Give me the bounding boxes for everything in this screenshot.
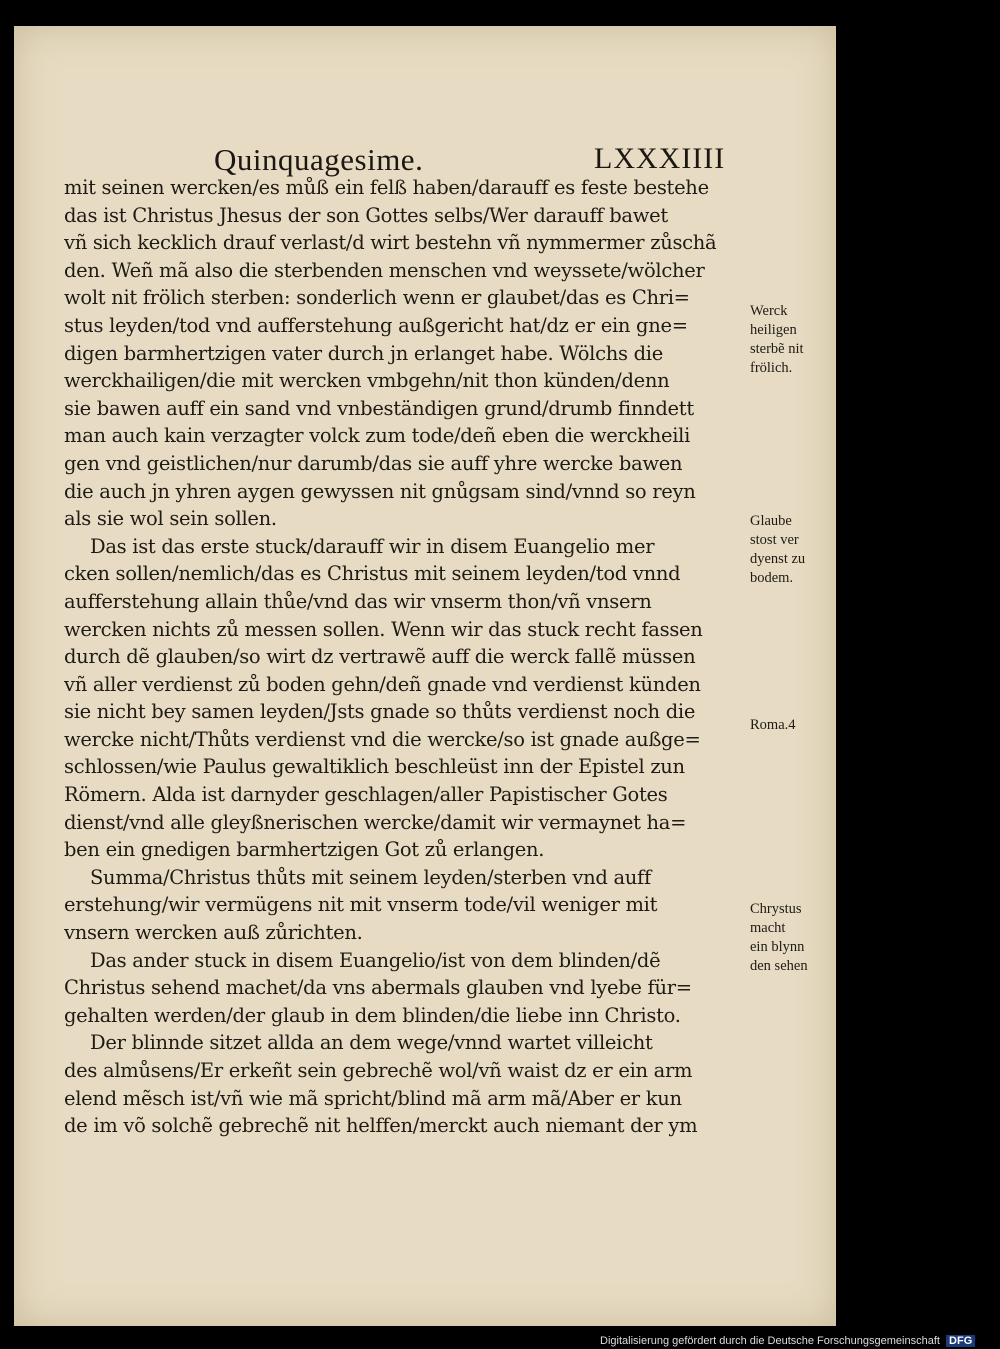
margin-note-line: Glaube bbox=[750, 513, 792, 529]
text-line: cken sollen/nemlich/das es Christus mit seinem leyden/tod vnnd bbox=[64, 562, 681, 586]
dfg-logo: DFG bbox=[946, 1335, 975, 1347]
text-line: Das ander stuck in disem Euangelio/ist von dem blinden/dẽ bbox=[90, 948, 661, 972]
margin-note-line: ein blynn bbox=[750, 939, 805, 955]
book-page bbox=[14, 26, 836, 1326]
text-line: des almůsens/Er erkeñt sein gebrechẽ wol/vñ waist dz er ein arm bbox=[64, 1059, 693, 1082]
margin-note-line: macht bbox=[750, 920, 786, 936]
text-line: aufferstehung allain thůe/vnd das wir vnserm thon/vñ vnsern bbox=[64, 589, 652, 613]
text-line: werckhailigen/die mit wercken vmbgehn/nit thon künden/denn bbox=[64, 369, 670, 393]
text-line: elend mẽsch ist/vñ wie mã spricht/blind mã arm mã/Aber er kun bbox=[64, 1086, 682, 1110]
margin-note-line: heiligen bbox=[750, 322, 797, 338]
margin-note-glaube bbox=[750, 512, 836, 588]
text-line: vñ aller verdienst zů boden gehn/deñ gnade vnd verdienst künden bbox=[64, 672, 701, 696]
text-line: Christus sehend machet/da vns abermals glauben vnd lyebe für= bbox=[64, 976, 692, 1000]
text-line: stus leyden/tod vnd aufferstehung außgericht hat/dz er ein gne= bbox=[64, 313, 688, 337]
text-line: als sie wol sein sollen. bbox=[64, 507, 277, 531]
margin-note-line: den sehen bbox=[750, 958, 808, 974]
text-line: wercken nichts zů messen sollen. Wenn wir das stuck recht fassen bbox=[64, 617, 703, 641]
margin-note-roma bbox=[750, 716, 836, 735]
scan-background bbox=[836, 0, 1000, 1349]
text-line: Der blinnde sitzet allda an dem wege/vnnd wartet villeicht bbox=[90, 1031, 653, 1055]
margin-note-line: Chrystus bbox=[750, 901, 802, 917]
text-line: digen barmhertzigen vater durch jn erlanget habe. Wölchs die bbox=[64, 341, 663, 365]
body-text bbox=[64, 174, 764, 1140]
text-line: das ist Christus Jhesus der son Gottes selbs/Wer darauff bawet bbox=[64, 203, 668, 227]
text-line: vñ sich kecklich drauf verlast/d wirt bestehn vñ nymmermer zůschã bbox=[64, 231, 717, 255]
running-title: Quinquagesime. bbox=[214, 142, 424, 177]
margin-note-line: stost ver bbox=[750, 532, 799, 548]
footer-text: Digitalisierung gefördert durch die Deutsche Forschungsgemeinschaft bbox=[600, 1335, 940, 1347]
text-line: Summa/Christus thůts mit seinem leyden/sterben vnd auff bbox=[90, 865, 651, 889]
margin-note-line: Roma.4 bbox=[750, 717, 796, 733]
margin-note-chrystus bbox=[750, 900, 836, 976]
text-line: sie nicht bey samen leyden/Jsts gnade so thůts verdienst noch die bbox=[64, 700, 696, 724]
text-line: gen vnd geistlichen/nur darumb/das sie auff yhre wercke bawen bbox=[64, 451, 683, 475]
folio-number: LXXXIIII bbox=[594, 142, 726, 175]
text-line: wolt nit frölich sterben: sonderlich wenn er glaubet/das es Chri= bbox=[64, 286, 690, 310]
footer-credit bbox=[600, 1334, 1000, 1349]
text-line: die auch jn yhren aygen gewyssen nit gnůgsam sind/vnnd so reyn bbox=[64, 479, 696, 503]
text-line: schlossen/wie Paulus gewaltiklich beschleüst inn der Epistel zun bbox=[64, 755, 685, 779]
margin-note-line: sterbẽ nit bbox=[750, 341, 804, 357]
margin-note-line: dyenst zu bbox=[750, 551, 806, 567]
text-line: Das ist das erste stuck/darauff wir in disem Euangelio mer bbox=[90, 534, 655, 558]
margin-note-line: Werck bbox=[750, 303, 788, 319]
text-line: erstehung/wir vermügens nit mit vnserm tode/vil weniger mit bbox=[64, 893, 658, 917]
text-line: man auch kain verzagter volck zum tode/deñ eben die werckheili bbox=[64, 424, 691, 448]
text-line: durch dẽ glauben/so wirt dz vertrawẽ auff die werck fallẽ müssen bbox=[64, 645, 696, 669]
text-line: mit seinen wercken/es můß ein felß haben/darauff es feste bestehe bbox=[64, 176, 709, 199]
text-line: dienst/vnd alle gleyßnerischen wercke/damit wir vermaynet ha= bbox=[64, 810, 687, 834]
margin-note-line: bodem. bbox=[750, 570, 794, 586]
text-line: sie bawen auff ein sand vnd vnbeständigen grund/drumb finndett bbox=[64, 396, 694, 420]
text-line: Römern. Alda ist darnyder geschlagen/aller Papistischer Gotes bbox=[64, 783, 668, 807]
text-line: ben ein gnedigen barmhertzigen Got zů erlangen. bbox=[64, 838, 545, 862]
margin-note-line: frölich. bbox=[750, 360, 793, 376]
margin-note-werck bbox=[750, 302, 836, 378]
text-line: den. Weñ mã also die sterbenden menschen vnd weyssete/wölcher bbox=[64, 258, 705, 282]
text-line: vnsern wercken auß zůrichten. bbox=[64, 921, 363, 945]
text-line: gehalten werden/der glaub in dem blinden/die liebe inn Christo. bbox=[64, 1003, 681, 1027]
text-line: de im võ solchẽ gebrechẽ nit helffen/merckt auch niemant der ym bbox=[64, 1114, 698, 1138]
text-line: wercke nicht/Thůts verdienst vnd die wercke/so ist gnade außge= bbox=[64, 727, 701, 751]
